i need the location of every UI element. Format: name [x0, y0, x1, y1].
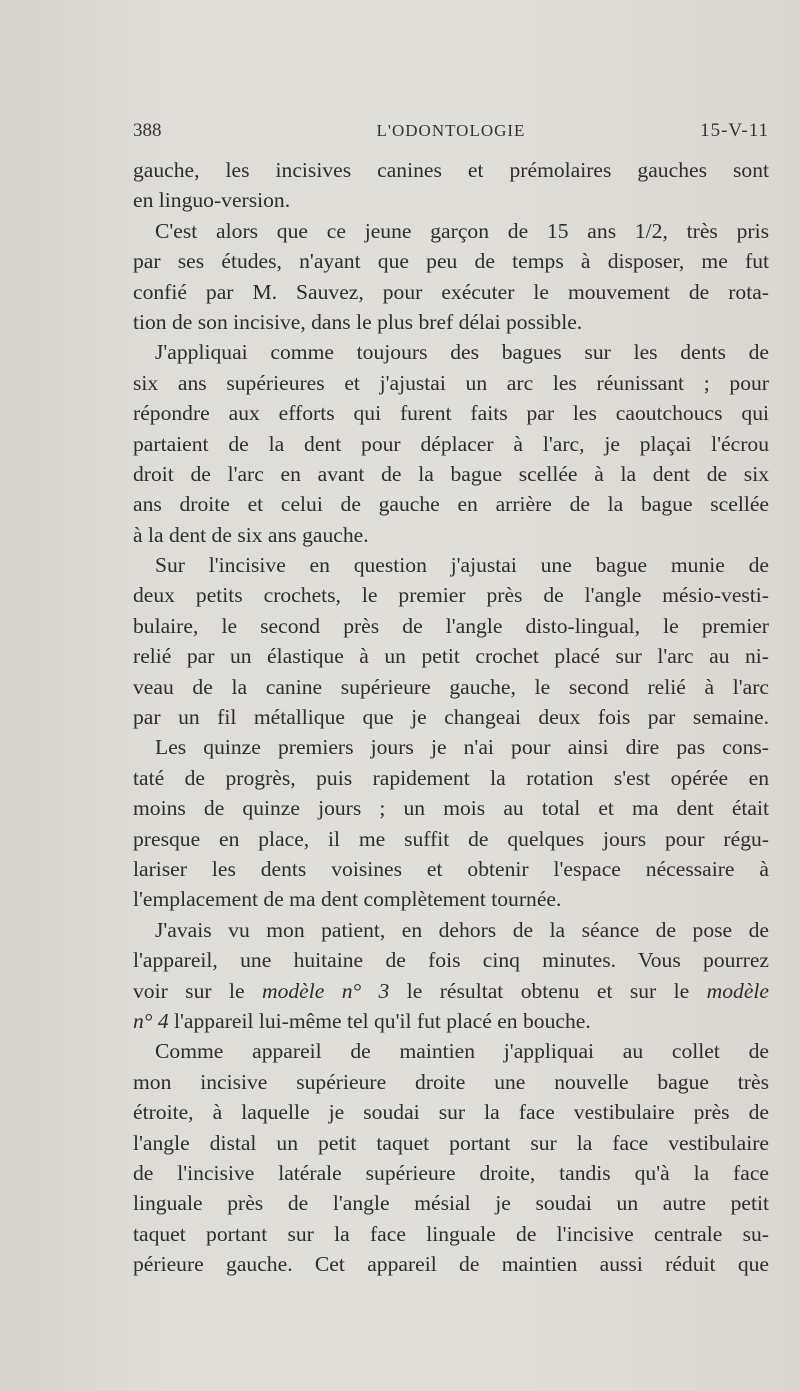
- text-line: confié par M. Sauvez, pour exécuter le mouvement de rota-: [133, 279, 769, 304]
- text-line: étroite, à laquelle je soudai sur la face vestibulaire près de: [133, 1100, 769, 1125]
- text-line: six ans supérieures et j'ajustai un arc les réunissant ; pour: [133, 370, 769, 395]
- text-line: taquet portant sur la face linguale de l'incisive centrale su-: [133, 1221, 769, 1246]
- italic-reference: modèle: [706, 978, 769, 1003]
- journal-title: L'ODONTOLOGIE: [376, 121, 526, 140]
- issue-date: 15-V-11: [700, 120, 769, 141]
- text-line: [133, 976, 769, 1006]
- page-number: 388: [133, 120, 162, 141]
- text-line: taté de progrès, puis rapidement la rotation s'est opérée en: [133, 765, 769, 790]
- text-line: tion de son incisive, dans le plus bref délai possible.: [133, 309, 583, 334]
- text-line: de l'incisive latérale supérieure droite, tandis qu'à la face: [133, 1160, 769, 1185]
- text-line: bulaire, le second près de l'angle disto-lingual, le premier: [133, 613, 769, 638]
- text-line: ans droite et celui de gauche en arrière de la bague scellée: [133, 492, 769, 517]
- text-line: l'angle distal un petit taquet portant sur la face vestibulaire: [133, 1130, 769, 1155]
- text-line: partaient de la dent pour déplacer à l'arc, je plaçai l'écrou: [133, 431, 769, 456]
- text-line: périeure gauche. Cet appareil de maintien aussi réduit que: [133, 1252, 769, 1277]
- text-line: mon incisive supérieure droite une nouvelle bague très: [133, 1069, 769, 1094]
- text-line: l'emplacement de ma dent complètement tournée.: [133, 887, 562, 912]
- text-line: par un fil métallique que je changeai deux fois par semaine.: [133, 705, 769, 730]
- text-line: lariser les dents voisines et obtenir l'espace nécessaire à: [133, 856, 769, 881]
- text-line: presque en place, il me suffit de quelques jours pour régu-: [133, 826, 769, 851]
- text-run: le résultat obtenu et sur le: [389, 978, 707, 1003]
- text-line: veau de la canine supérieure gauche, le second relié à l'arc: [133, 674, 769, 699]
- paragraph-first-line: J'avais vu mon patient, en dehors de la séance de pose de: [155, 917, 769, 942]
- text-line: deux petits crochets, le premier près de l'angle mésio-vesti-: [133, 583, 769, 608]
- body-text: [133, 155, 769, 1279]
- paragraph-first-line: C'est alors que ce jeune garçon de 15 ans 1/2, très pris: [155, 218, 769, 243]
- text-line: à la dent de six ans gauche.: [133, 522, 369, 547]
- text-line: [133, 1006, 769, 1036]
- paragraph-first-line: Sur l'incisive en question j'ajustai une bague munie de: [155, 553, 769, 578]
- text-run: l'appareil lui-même tel qu'il fut placé en bouche.: [168, 1008, 591, 1033]
- text-line: relié par un élastique à un petit crochet placé sur l'arc au ni-: [133, 644, 769, 669]
- text-line: répondre aux efforts qui furent faits par les caoutchoucs qui: [133, 401, 769, 426]
- italic-reference: n° 4: [133, 1008, 169, 1033]
- text-line: droit de l'arc en avant de la bague scellée à la dent de six: [133, 461, 769, 486]
- text-line: gauche, les incisives canines et prémolaires gauches sont: [133, 158, 769, 182]
- text-line: l'appareil, une huitaine de fois cinq minutes. Vous pourrez: [133, 948, 769, 973]
- paragraph-first-line: Comme appareil de maintien j'appliquai au collet de: [155, 1039, 769, 1064]
- text-line: moins de quinze jours ; un mois au total et ma dent était: [133, 796, 769, 821]
- paragraph-first-line: Les quinze premiers jours je n'ai pour ainsi dire pas cons-: [155, 735, 769, 760]
- running-header: [133, 120, 769, 144]
- text-run: voir sur le: [133, 978, 262, 1003]
- italic-reference: modèle n° 3: [261, 978, 390, 1003]
- text-line: par ses études, n'ayant que peu de temps à disposer, me fut: [133, 249, 769, 274]
- paragraph-first-line: J'appliquai comme toujours des bagues sur les dents de: [155, 340, 769, 365]
- text-line: linguale près de l'angle mésial je soudai un autre petit: [133, 1191, 769, 1216]
- text-line: en linguo-version.: [133, 188, 291, 213]
